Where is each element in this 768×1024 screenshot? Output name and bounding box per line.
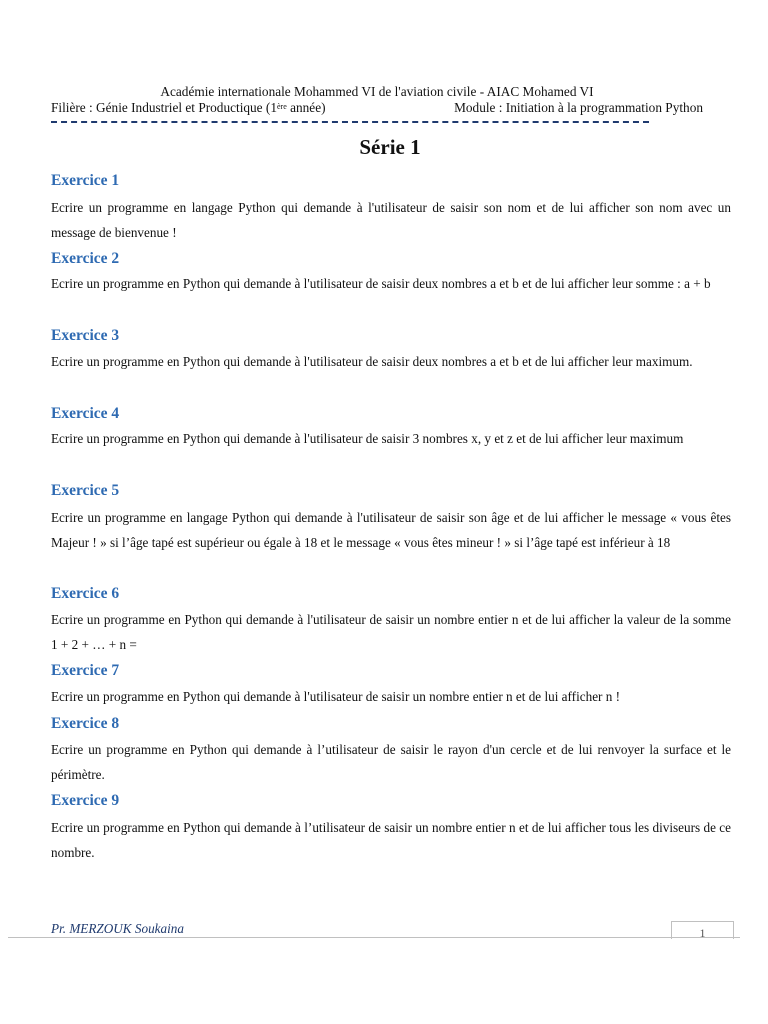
exercise-3-title: Exercice 3	[51, 327, 120, 344]
footer-divider	[8, 937, 740, 938]
exercise-9-title: Exercice 9	[51, 792, 120, 809]
document-header	[51, 84, 703, 116]
exercise-7-title: Exercice 7	[51, 662, 120, 679]
footer-author: Pr. MERZOUK Soukaina	[51, 921, 184, 936]
exercise-1-text: Ecrire un programme en langage Python qui demande à l'utilisateur de saisir son nom et de lui afficher son nom avec un message de bienvenue !	[51, 200, 731, 240]
exercise-5-text: Ecrire un programme en langage Python qui demande à l'utilisateur de saisir son âge et de lui afficher le message « vous êtes Majeur ! » si l’âge tapé est supérieur ou égale à 18 et le message « vous êtes mineur ! » si l’âge tapé est inférieur à 18	[51, 510, 731, 550]
institution-name: Académie internationale Mohammed VI de l'aviation civile - AIAC Mohamed VI	[160, 84, 594, 99]
exercise-6-text: Ecrire un programme en Python qui demande à l'utilisateur de saisir un nombre entier n et de lui afficher la valeur de la somme 1 + 2 + … + n =	[51, 612, 731, 652]
header-course-info	[51, 100, 703, 116]
exercise-4-title: Exercice 4	[51, 405, 120, 422]
page-number: 1	[671, 921, 734, 939]
exercise-6-title: Exercice 6	[51, 585, 120, 602]
filiere-label: Filière : Génie Industriel et Productique (1ère année)	[51, 100, 326, 115]
exercise-1-title: Exercice 1	[51, 172, 120, 189]
header-divider	[51, 121, 649, 123]
module-label: Module : Initiation à la programmation Python	[454, 100, 703, 115]
exercise-7-text: Ecrire un programme en Python qui demande à l'utilisateur de saisir un nombre entier n et de lui afficher n !	[51, 689, 621, 704]
exercise-5-title: Exercice 5	[51, 482, 120, 499]
exercise-2-title: Exercice 2	[51, 250, 120, 267]
exercise-2-text: Ecrire un programme en Python qui demande à l'utilisateur de saisir deux nombres a et b et de lui afficher leur somme : a + b	[51, 276, 711, 291]
exercise-8-text: Ecrire un programme en Python qui demande à l’utilisateur de saisir le rayon d'un cercle et de lui renvoyer la surface et le périmètre.	[51, 742, 731, 782]
exercise-9-text: Ecrire un programme en Python qui demande à l’utilisateur de saisir un nombre entier n et de lui afficher tous les diviseurs de ce nombre.	[51, 820, 731, 860]
page-title: Série 1	[359, 135, 421, 159]
exercise-3-text: Ecrire un programme en Python qui demande à l'utilisateur de saisir deux nombres a et b et de lui afficher leur maximum.	[51, 354, 693, 369]
exercise-8-title: Exercice 8	[51, 715, 120, 732]
exercise-4-text: Ecrire un programme en Python qui demande à l'utilisateur de saisir 3 nombres x, y et z et de lui afficher leur maximum	[51, 431, 684, 446]
